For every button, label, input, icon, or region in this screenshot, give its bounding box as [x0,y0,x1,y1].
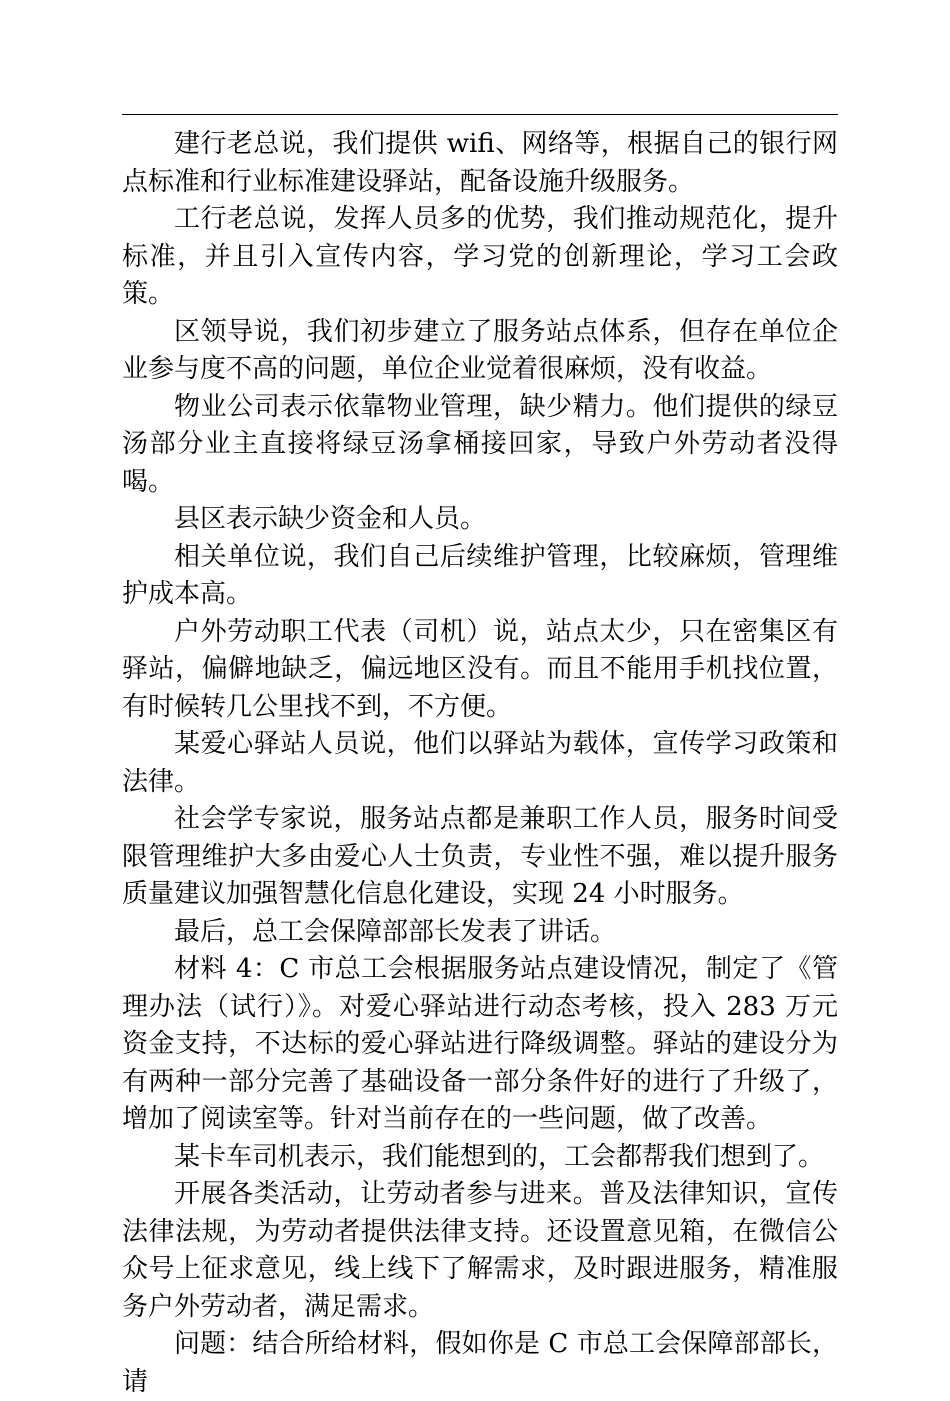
header-rule [122,114,838,115]
paragraph: 问题：结合所给材料，假如你是 C 市总工会保障部部长，请 [122,1329,838,1397]
paragraph: 某卡车司机表示，我们能想到的，工会都帮我们想到了。 [174,1141,825,1172]
paragraph: 县区表示缺少资金和人员。 [174,504,487,534]
paragraph: 建行老总说，我们提供 wifi、网络等，根据自己的银行网点标准和行业标准建设驿站，配备设施升级服务。 [122,129,838,197]
paragraph: 开展各类活动，让劳动者参与进来。普及法律知识，宣传法律法规，为劳动者提供法律支持。还设置意见箱，在微信公众号上征求意见，线上线下了解需求，及时跟进服务，精准服务户外劳动者，满足需求。 [122,1179,838,1322]
document-body [122,126,838,1401]
paragraph: 社会学专家说，服务站点都是兼职工作人员，服务时间受限管理维护大多由爱心人士负责，专业性不强，难以提升服务质量建议加强智慧化信息化建设，实现 24 小时服务。 [122,804,838,909]
paragraph: 工行老总说，发挥人员多的优势，我们推动规范化，提升标准，并且引入宣传内容，学习党的创新理论，学习工会政策。 [122,204,838,309]
paragraph: 相关单位说，我们自己后续维护管理，比较麻烦，管理维护成本高。 [122,541,838,609]
paragraph: 最后，总工会保障部部长发表了讲话。 [174,916,617,947]
paragraph: 区领导说，我们初步建立了服务站点体系，但存在单位企业参与度不高的问题，单位企业觉着很麻烦，没有收益。 [122,316,838,384]
paragraph: 物业公司表示依靠物业管理，缺少精力。他们提供的绿豆汤部分业主直接将绿豆汤拿桶接回家，导致户外劳动者没得喝。 [122,391,838,497]
paragraph: 某爱心驿站人员说，他们以驿站为载体，宣传学习政策和法律。 [122,729,838,797]
paragraph: 户外劳动职工代表（司机）说，站点太少，只在密集区有驿站，偏僻地缺乏，偏远地区没有。而且不能用手机找位置，有时候转几公里找不到，不方便。 [122,616,838,722]
paragraph: 材料 4：C 市总工会根据服务站点建设情况，制定了《管理办法（试行）》。对爱心驿站进行动态考核，投入 283 万元资金支持，不达标的爱心驿站进行降级调整。驿站的建设分为有两种一部分完善了基础设备一部分条件好的进行了升级了，增加了阅读室等。针对当前存在的一些问题，做了改善。 [122,954,838,1134]
